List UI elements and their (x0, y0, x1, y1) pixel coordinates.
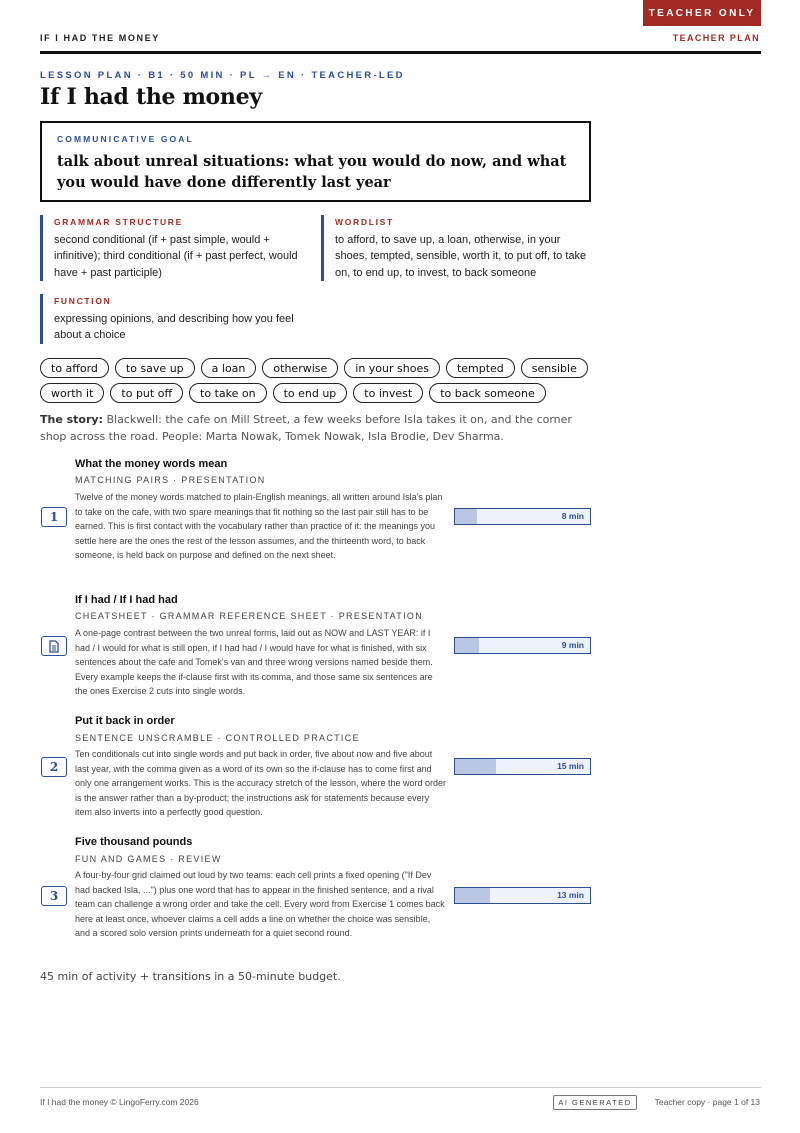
time-fill (455, 888, 490, 903)
time-bar (454, 887, 591, 904)
vocab-chips-row-2 (40, 383, 600, 403)
document-icon-glyph (48, 640, 60, 653)
activity-description: A four-by-four grid claimed out loud by two teams: each cell prints a fixed opening ("If Dev had backed Isla, ...") plus one word that has to appear in the finished sentence, and a rival team can challenge a wrong order and take the cell. Every word from Exercise 1 comes back here at least once, whoever claims a cell adds a line on whether the choice was sensible, and a scored solo version prints underneath for a quiet second round. (75, 870, 445, 938)
story-paragraph (40, 412, 600, 445)
activity-number: 2 (41, 757, 67, 777)
goal-label: COMMUNICATIVE GOAL (57, 134, 194, 144)
header-rule (40, 51, 761, 54)
time-bar (454, 637, 591, 654)
vocab-chip: to put off (110, 383, 183, 403)
time-bar (454, 508, 591, 525)
vocab-chip: a loan (201, 358, 257, 378)
time-fill (455, 509, 477, 524)
vocab-chip: in your shoes (344, 358, 440, 378)
running-head: IF I HAD THE MONEY (40, 33, 160, 43)
activity-description: Ten conditionals cut into single words and put back in order, five about now and five about last year, with the comma given as a word of its own so the if-clause has to come first and only one arrangement works. This is the accuracy stretch of the lesson, where the word order is the answer rather than a by-product; the instructions ask for statements because every item also inverts into a perfectly good question. (75, 749, 447, 817)
footer-copyright: If I had the money © LingoFerry.com 2026 (40, 1097, 199, 1107)
vocab-chip: worth it (40, 383, 104, 403)
activity-type: MATCHING PAIRS · PRESENTATION (75, 475, 266, 485)
vocab-chip: otherwise (262, 358, 338, 378)
vocab-chip: to afford (40, 358, 109, 378)
activity-type: SENTENCE UNSCRAMBLE · CONTROLLED PRACTICE (75, 733, 360, 743)
vocab-chip: sensible (521, 358, 588, 378)
vocab-chip: to back someone (429, 383, 546, 403)
time-fill (455, 759, 496, 774)
time-fill (455, 638, 479, 653)
function-label: FUNCTION (54, 296, 112, 306)
vocab-chip: to end up (273, 383, 348, 403)
time-label: 8 min (561, 511, 584, 521)
activity-number: 3 (41, 886, 67, 906)
vocab-chip: to invest (353, 383, 423, 403)
communicative-goal-box (40, 121, 591, 202)
running-head-label: TEACHER PLAN (672, 33, 760, 43)
goal-text: talk about unreal situations: what you would do now, and what you would have done differently last year (57, 153, 567, 191)
wordlist-label: WORDLIST (335, 217, 394, 227)
vocab-chips-row-1 (40, 358, 600, 378)
time-label: 15 min (557, 761, 584, 771)
activity-title: If I had / If I had had (75, 594, 178, 606)
story-label: The story: (40, 413, 103, 426)
time-bar (454, 758, 591, 775)
vocab-chip: to save up (115, 358, 195, 378)
time-label: 13 min (557, 890, 584, 900)
activity-description: Twelve of the money words matched to plain-English meanings, all written around Isla's plan to take on the cafe, with two spare meanings that fit nothing so the last pair still has to be earned. This is first contact with the vocabulary rather than practice of it: the meanings you settle here are the ones the rest of the lesson assumes, and the thirteenth word, to back someone, is held back on purpose and defined on the next sheet. (75, 492, 443, 560)
grammar-text: second conditional (if + past simple, would + infinitive); third conditional (if + past perfect, would have + past participle) (54, 234, 298, 279)
lesson-kicker: LESSON PLAN · B1 · 50 MIN · PL → EN · TEACHER-LED (40, 70, 405, 81)
activity-type: CHEATSHEET · GRAMMAR REFERENCE SHEET · PRESENTATION (75, 611, 423, 621)
activity-description: A one-page contrast between the two unreal forms, laid out as NOW and LAST YEAR: if I had / I would for what is still open, if I had had / I would have for what is finished, with six sentences about the cafe and Tomek's van and three wrong versions named beside them. Every example keeps the if-clause first with its comma, and those same six sentences are the ones Exercise 2 cuts into single words. (75, 628, 433, 696)
vocab-chip: to take on (189, 383, 267, 403)
footer-page-info: Teacher copy · page 1 of 13 (654, 1097, 760, 1107)
activity-number: 1 (41, 507, 67, 527)
document-icon (41, 636, 67, 656)
activity-title: Five thousand pounds (75, 836, 193, 848)
wordlist-block (321, 215, 591, 281)
activity-type: FUN AND GAMES · REVIEW (75, 854, 222, 864)
function-text: expressing opinions, and describing how you feel about a choice (54, 313, 294, 342)
activity-title: What the money words mean (75, 458, 228, 470)
vocab-chip: tempted (446, 358, 515, 378)
footer-rule (40, 1087, 761, 1088)
activity-title: Put it back in order (75, 715, 175, 727)
time-label: 9 min (561, 640, 584, 650)
page-title: If I had the money (40, 84, 262, 110)
time-summary: 45 min of activity + transitions in a 50-minute budget. (40, 970, 341, 983)
grammar-label: GRAMMAR STRUCTURE (54, 217, 184, 227)
ai-generated-badge: AI GENERATED (553, 1095, 637, 1110)
story-text: Blackwell: the cafe on Mill Street, a few weeks before Isla takes it on, and the corner shop across the road. People: Marta Nowak, Tomek Nowak, Isla Brodie, Dev Sharma. (40, 413, 572, 443)
grammar-block (40, 215, 310, 281)
teacher-only-badge: TEACHER ONLY (643, 0, 761, 26)
function-block (40, 294, 310, 344)
wordlist-text: to afford, to save up, a loan, otherwise, in your shoes, tempted, sensible, worth it, to put off, to take on, to end up, to invest, to back someone (335, 234, 587, 279)
